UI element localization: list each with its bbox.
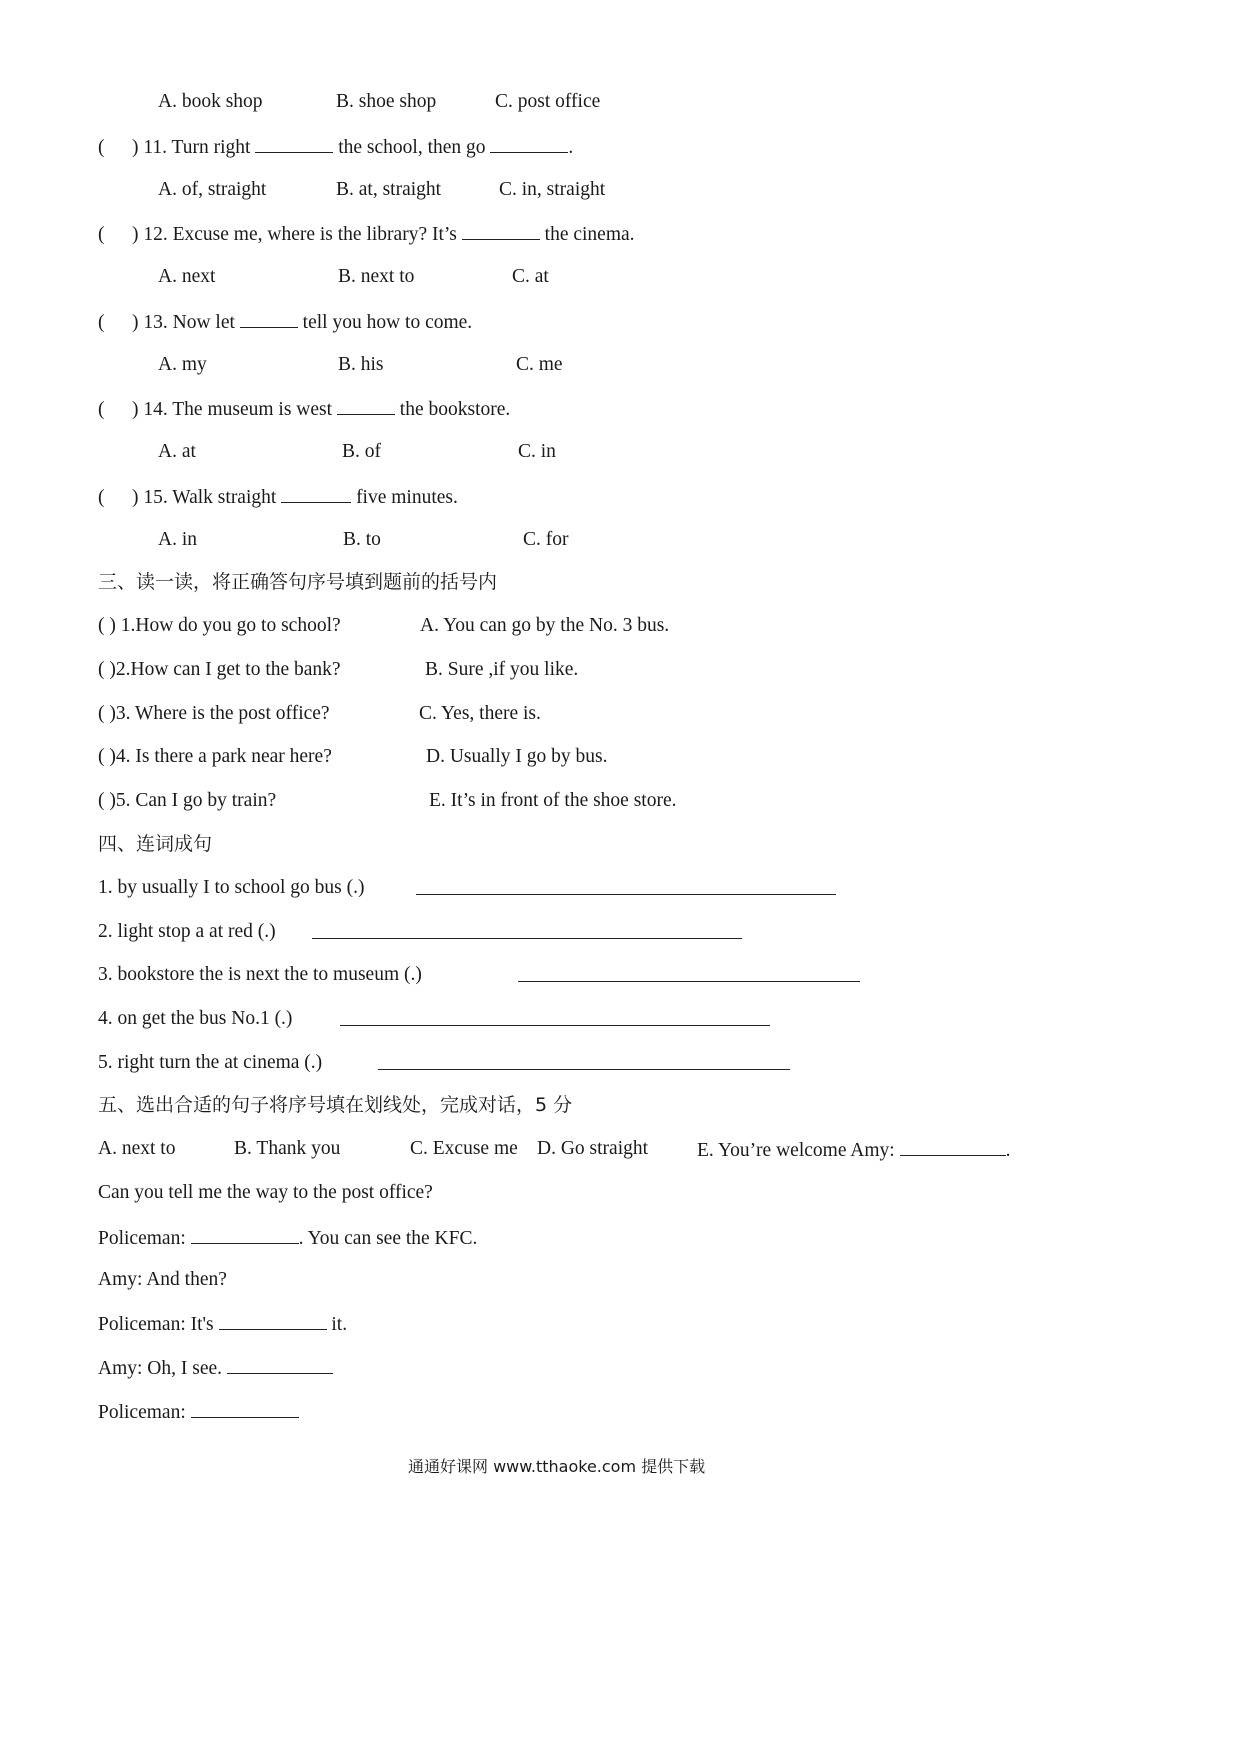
match-question-4: ( )4. Is there a park near here?: [98, 746, 332, 767]
sentence-item-4: 4. on get the bus No.1 (.): [98, 1008, 293, 1029]
q10-option-a: A. book shop: [158, 91, 263, 112]
answer-line-5[interactable]: [378, 1051, 790, 1070]
sentence-item-5: 5. right turn the at cinema (.): [98, 1052, 323, 1073]
blank-line[interactable]: [900, 1137, 1006, 1156]
section-3-title: 三、读一读，将正确答句序号填到题前的括号内: [98, 571, 498, 593]
match-answer-e: E. It’s in front of the shoe store.: [429, 790, 677, 811]
dialog-line-5: Amy: Oh, I see.: [98, 1355, 333, 1381]
sentence-item-3: 3. bookstore the is next the to museum (.): [98, 964, 422, 985]
q12-option-b: B. next to: [338, 266, 415, 287]
choice-c: C. Excuse me: [410, 1138, 518, 1159]
choice-d: D. Go straight: [537, 1138, 649, 1159]
answer-line-1[interactable]: [416, 876, 836, 895]
blank-line[interactable]: [191, 1225, 299, 1244]
answer-paren[interactable]: (: [98, 137, 105, 158]
q11-option-b: B. at, straight: [336, 179, 442, 200]
q13-option-c: C. me: [516, 354, 563, 375]
question-14: () 14. The museum is west the bookstore.: [98, 396, 510, 422]
dialog-line-3: Amy: And then?: [98, 1269, 227, 1290]
match-answer-d: D. Usually I go by bus.: [426, 746, 608, 767]
dialog-line-6: Policeman:: [98, 1399, 299, 1425]
match-question-1: ( ) 1.How do you go to school?: [98, 615, 341, 636]
answer-line-3[interactable]: [518, 963, 860, 982]
match-answer-b: B. Sure ,if you like.: [425, 659, 579, 680]
q15-option-b: B. to: [343, 529, 381, 550]
dialog-line-2: Policeman: . You can see the KFC.: [98, 1225, 477, 1251]
answer-paren[interactable]: (: [98, 399, 105, 420]
sentence-item-2: 2. light stop a at red (.): [98, 921, 276, 942]
q15-option-c: C. for: [523, 529, 569, 550]
question-13: () 13. Now let tell you how to come.: [98, 309, 472, 335]
q14-option-c: C. in: [518, 441, 556, 462]
q11-option-c: C. in, straight: [499, 179, 606, 200]
blank-line[interactable]: [490, 134, 568, 153]
match-answer-a: A. You can go by the No. 3 bus.: [420, 615, 670, 636]
answer-line-4[interactable]: [340, 1007, 770, 1026]
answer-paren[interactable]: (: [98, 312, 105, 333]
dialog-line-1: Can you tell me the way to the post office?: [98, 1182, 433, 1203]
answer-line-2[interactable]: [312, 920, 742, 939]
question-12: () 12. Excuse me, where is the library? It’s the cinema.: [98, 221, 635, 247]
q10-option-b: B. shoe shop: [336, 91, 437, 112]
dialog-line-4: Policeman: It's it.: [98, 1311, 347, 1337]
match-question-5: ( )5. Can I go by train?: [98, 790, 277, 811]
question-15: () 15. Walk straight five minutes.: [98, 484, 458, 510]
section-4-title: 四、连词成句: [98, 833, 213, 855]
blank-line[interactable]: [462, 221, 540, 240]
q13-option-b: B. his: [338, 354, 384, 375]
answer-paren[interactable]: (: [98, 487, 105, 508]
choice-e: E. You’re welcome Amy: .: [697, 1137, 1010, 1163]
q13-option-a: A. my: [158, 354, 207, 375]
q12-option-a: A. next: [158, 266, 216, 287]
question-11: () 11. Turn right the school, then go .: [98, 134, 573, 160]
blank-line[interactable]: [240, 309, 298, 328]
blank-line[interactable]: [191, 1399, 299, 1418]
blank-line[interactable]: [227, 1355, 333, 1374]
match-answer-c: C. Yes, there is.: [419, 703, 541, 724]
section-5-title: 五、选出合适的句子将序号填在划线处，完成对话，5 分: [98, 1094, 573, 1116]
blank-line[interactable]: [281, 484, 351, 503]
q14-option-b: B. of: [342, 441, 381, 462]
sentence-item-1: 1. by usually I to school go bus (.): [98, 877, 365, 898]
q10-option-c: C. post office: [495, 91, 601, 112]
blank-line[interactable]: [219, 1311, 327, 1330]
blank-line[interactable]: [337, 396, 395, 415]
choice-a: A. next to: [98, 1138, 176, 1159]
q15-option-a: A. in: [158, 529, 197, 550]
choice-b: B. Thank you: [234, 1138, 341, 1159]
q14-option-a: A. at: [158, 441, 196, 462]
match-question-3: ( )3. Where is the post office?: [98, 703, 330, 724]
match-question-2: ( )2.How can I get to the bank?: [98, 659, 341, 680]
answer-paren[interactable]: (: [98, 224, 105, 245]
q12-option-c: C. at: [512, 266, 549, 287]
q11-option-a: A. of, straight: [158, 179, 267, 200]
blank-line[interactable]: [255, 134, 333, 153]
page-footer: 通通好课网 www.tthaoke.com 提供下载: [408, 1457, 706, 1476]
